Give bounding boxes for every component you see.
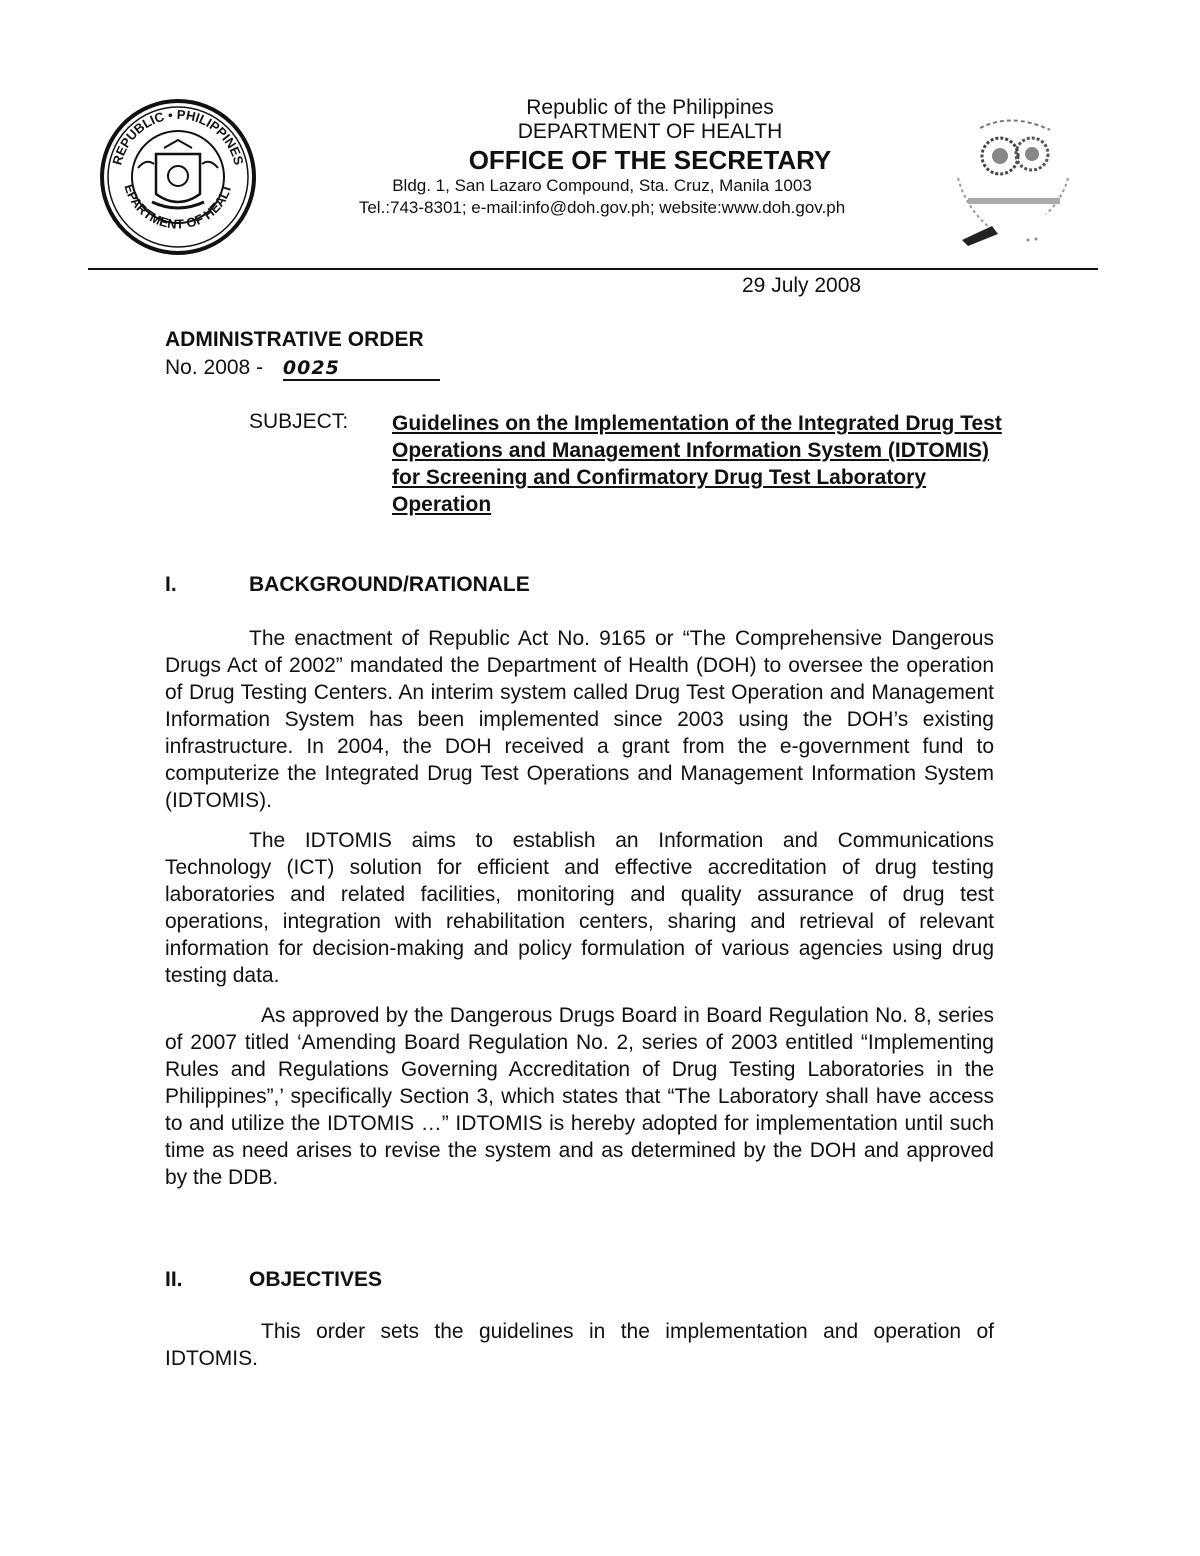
section-2-heading xyxy=(165,1268,183,1292)
section-1-paragraph-2 xyxy=(165,827,994,989)
letterhead-republic: Republic of the Philippines xyxy=(526,96,774,119)
paragraph-text: As approved by the Dangerous Drugs Board in Board Regulation No. 8, series of 2007 titled ‘Amending Board Regulation No. 2, series of 2003 entitled “Implementing Rules and Regulations Governing Accreditation of Drug Testing Laboratories in the Philippines”,’ specifically Section 3, which states that “The Laboratory shall have access to and utilize the IDTOMIS …” IDTOMIS is hereby adopted for implementation until such time as need arises to revise the system and as determined by the DOH and approved by the DDB. xyxy=(165,1004,994,1189)
letterhead-address: Bldg. 1, San Lazaro Compound, Sta. Cruz, Manila 1003 xyxy=(392,176,812,195)
letterhead-department: DEPARTMENT OF HEALTH xyxy=(517,120,783,143)
section-2-paragraph-1 xyxy=(165,1318,994,1372)
order-number-prefix: No. 2008 - xyxy=(165,356,269,379)
document-date: 29 July 2008 xyxy=(742,274,862,297)
paragraph-text: This order sets the guidelines in the implementation and operation of IDTOMIS. xyxy=(165,1320,994,1370)
seal-text-bottom: EPARTMENT OF HEALT xyxy=(121,182,235,232)
section-2-title: OBJECTIVES xyxy=(249,1268,383,1291)
section-1-paragraph-3 xyxy=(165,1002,994,1191)
header-divider xyxy=(88,268,1098,270)
seal-text-top: REPUBLIC • PHILIPPINES xyxy=(109,106,247,167)
section-1-number: I. xyxy=(165,573,177,596)
subject-label: SUBJECT: xyxy=(249,410,349,433)
right-emblem-logo xyxy=(950,118,1075,253)
order-number-underline xyxy=(283,379,440,381)
paragraph-text: The enactment of Republic Act No. 9165 or “The Comprehensive Dangerous Drugs Act of 2002” mandated the Department of Health (DOH) to oversee the operation of Drug Testing Centers. An interim system called Drug Test Operation and Management Information System has been implemented since 2003 using the DOH’s existing infrastructure. In 2004, the DOH received a grant from the e-government fund to computerize the Integrated Drug Test Operations and Management Information System (IDTOMIS). xyxy=(165,627,994,812)
section-1-paragraph-1 xyxy=(165,625,994,814)
section-2-number: II. xyxy=(165,1268,183,1291)
section-2-title-wrap xyxy=(249,1268,382,1292)
order-title: ADMINISTRATIVE ORDER xyxy=(165,328,424,351)
section-1-title: BACKGROUND/RATIONALE xyxy=(249,573,530,596)
section-1-heading xyxy=(165,573,177,597)
section-1-title-wrap xyxy=(249,573,530,597)
subject-text: Guidelines on the Implementation of the Integrated Drug Test Operations and Management Information System (IDTOMIS) for Screening and Confirmatory Drug Test Laboratory Operation xyxy=(392,412,1002,516)
paragraph-text: The IDTOMIS aims to establish an Information and Communications Technology (ICT) solution for efficient and effective accreditation of drug testing laboratories and related facilities, monitoring and quality assurance of drug test operations, integration with rehabilitation centers, sharing and retrieval of relevant information for decision-making and policy formulation of various agencies using drug testing data. xyxy=(165,829,994,987)
letterhead xyxy=(300,96,1000,219)
order-number-handwritten: 0025 xyxy=(282,357,340,379)
order-number xyxy=(165,356,340,380)
letterhead-contact: Tel.:743-8301; e-mail:info@doh.gov.ph; website:www.doh.gov.ph xyxy=(358,198,846,217)
letterhead-office: OFFICE OF THE SECRETARY xyxy=(468,145,832,175)
